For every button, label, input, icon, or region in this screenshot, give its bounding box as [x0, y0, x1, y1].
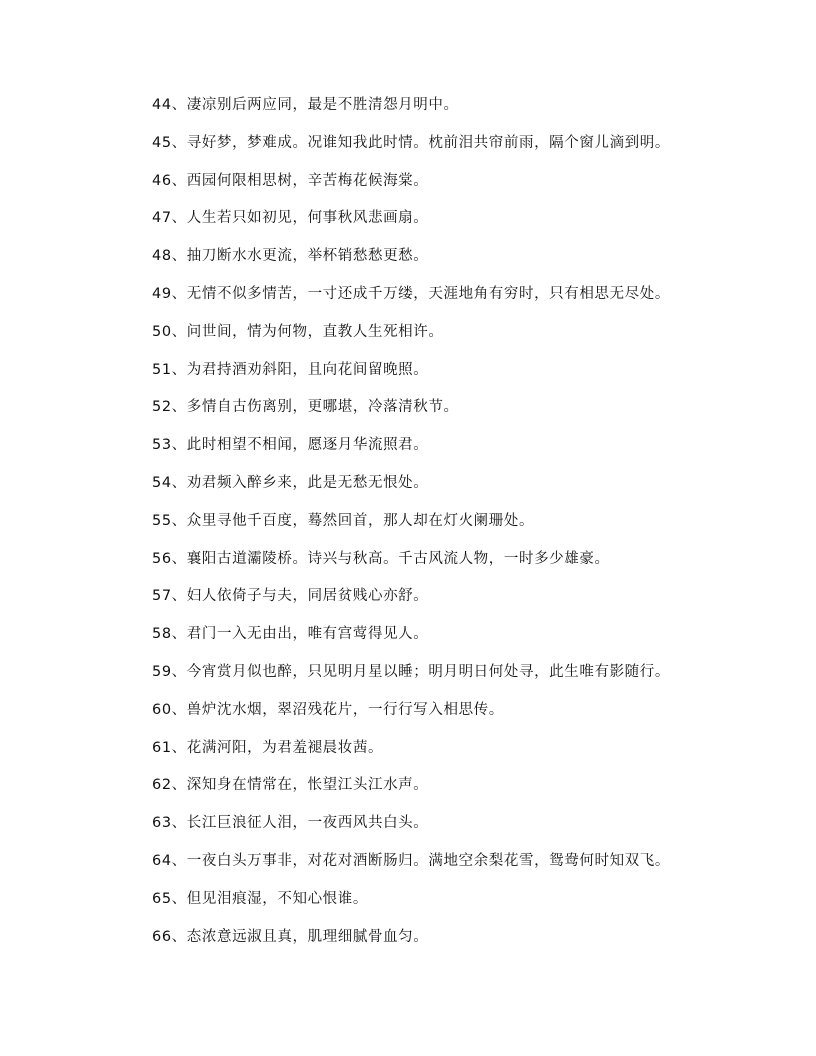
- verse-line-65: [152, 889, 752, 927]
- verse-number: 47: [152, 210, 172, 227]
- verse-line-59: [152, 662, 752, 700]
- verse-separator: 、: [171, 210, 187, 227]
- verse-line-51: [152, 360, 752, 398]
- verse-line-46: [152, 171, 752, 209]
- verse-separator: 、: [171, 323, 187, 340]
- verse-separator: 、: [171, 663, 187, 680]
- verse-number: 62: [152, 777, 172, 794]
- verse-line-48: [152, 246, 752, 284]
- verse-number: 64: [152, 852, 172, 869]
- verse-text: 一夜白头万事非，对花对酒断肠归。满地空余梨花雪，鸳鸯何时知双飞。: [186, 852, 670, 869]
- verse-text: 凄凉别后两应同，最是不胜清怨月明中。: [186, 97, 459, 113]
- verse-number: 61: [152, 739, 172, 756]
- verse-number: 66: [152, 928, 172, 945]
- verse-number: 65: [152, 890, 172, 907]
- verse-separator: 、: [171, 815, 187, 832]
- verse-list: [152, 95, 752, 964]
- verse-line-63: [152, 813, 752, 851]
- verse-line-45: [152, 133, 752, 171]
- verse-separator: 、: [171, 172, 187, 189]
- verse-text: 深知身在情常在，怅望江头江水声。: [186, 777, 429, 794]
- verse-separator: 、: [171, 890, 187, 907]
- verse-line-66: [152, 927, 752, 965]
- verse-text: 此时相望不相闻，愿逐月华流照君。: [186, 437, 429, 454]
- verse-text: 西园何限相思树，辛苦梅花候海棠。: [186, 172, 429, 189]
- verse-number: 48: [152, 248, 172, 265]
- verse-separator: 、: [171, 550, 187, 567]
- verse-separator: 、: [171, 852, 187, 869]
- verse-line-49: [152, 284, 752, 322]
- verse-line-61: [152, 738, 752, 776]
- verse-number: 44: [152, 97, 172, 113]
- verse-separator: 、: [171, 701, 187, 718]
- verse-line-60: [152, 700, 752, 738]
- verse-line-62: [152, 775, 752, 813]
- verse-number: 45: [152, 134, 172, 151]
- verse-number: 54: [152, 474, 172, 491]
- verse-text: 无情不似多情苦，一寸还成千万缕，天涯地角有穷时，只有相思无尽处。: [186, 285, 670, 302]
- verse-text: 长江巨浪征人泪，一夜西风共白头。: [186, 815, 429, 832]
- verse-line-53: [152, 435, 752, 473]
- verse-number: 57: [152, 588, 172, 605]
- verse-line-57: [152, 586, 752, 624]
- verse-number: 53: [152, 437, 172, 454]
- verse-text: 众里寻他千百度，蓦然回首，那人却在灯火阑珊处。: [186, 512, 535, 529]
- verse-line-47: [152, 208, 752, 246]
- verse-number: 58: [152, 626, 172, 643]
- verse-text: 劝君频入醉乡来，此是无愁无恨处。: [186, 474, 429, 491]
- verse-text: 多情自古伤离别，更哪堪，冷落清秋节。: [186, 399, 459, 416]
- verse-separator: 、: [171, 512, 187, 529]
- verse-separator: 、: [171, 928, 187, 945]
- verse-separator: 、: [171, 739, 187, 756]
- verse-separator: 、: [171, 626, 187, 643]
- verse-separator: 、: [171, 588, 187, 605]
- verse-number: 46: [152, 172, 172, 189]
- verse-number: 60: [152, 701, 172, 718]
- verse-separator: 、: [171, 474, 187, 491]
- verse-number: 52: [152, 399, 172, 416]
- verse-separator: 、: [171, 285, 187, 302]
- verse-separator: 、: [171, 399, 187, 416]
- verse-line-50: [152, 322, 752, 360]
- verse-line-44: [152, 95, 752, 133]
- verse-text: 襄阳古道灞陵桥。诗兴与秋高。千古风流人物，一时多少雄豪。: [186, 550, 610, 567]
- verse-line-55: [152, 511, 752, 549]
- verse-text: 花满河阳，为君羞褪晨妆茜。: [186, 739, 384, 756]
- verse-text: 妇人依倚子与夫，同居贫贱心亦舒。: [186, 588, 429, 605]
- verse-text: 但见泪痕湿，不知心恨谁。: [186, 890, 368, 907]
- verse-line-52: [152, 397, 752, 435]
- verse-line-64: [152, 851, 752, 889]
- verse-separator: 、: [171, 361, 187, 378]
- verse-number: 59: [152, 663, 172, 680]
- verse-text: 态浓意远淑且真，肌理细腻骨血匀。: [186, 928, 429, 945]
- verse-text: 问世间，情为何物，直教人生死相许。: [186, 323, 444, 340]
- verse-separator: 、: [171, 248, 187, 265]
- verse-separator: 、: [171, 437, 187, 454]
- verse-text: 兽炉沈水烟，翠沼残花片，一行行写入相思传。: [186, 701, 504, 718]
- verse-number: 55: [152, 512, 172, 529]
- verse-line-54: [152, 473, 752, 511]
- verse-text: 君门一入无由出，唯有宫莺得见人。: [186, 626, 429, 643]
- verse-separator: 、: [171, 97, 187, 113]
- verse-separator: 、: [171, 777, 187, 794]
- verse-text: 今宵赏月似也醉，只见明月星以睡；明月明日何处寻，此生唯有影随行。: [186, 663, 670, 680]
- verse-line-58: [152, 624, 752, 662]
- verse-text: 人生若只如初见，何事秋风悲画扇。: [186, 210, 429, 227]
- verse-text: 为君持酒劝斜阳，且向花间留晚照。: [186, 361, 429, 378]
- verse-number: 49: [152, 285, 172, 302]
- verse-separator: 、: [171, 134, 187, 151]
- verse-number: 63: [152, 815, 172, 832]
- verse-number: 56: [152, 550, 172, 567]
- verse-text: 抽刀断水水更流，举杯销愁愁更愁。: [186, 248, 429, 265]
- verse-text: 寻好梦，梦难成。况谁知我此时情。枕前泪共帘前雨，隔个窗儿滴到明。: [186, 134, 670, 151]
- verse-number: 51: [152, 361, 172, 378]
- verse-number: 50: [152, 323, 172, 340]
- verse-line-56: [152, 549, 752, 587]
